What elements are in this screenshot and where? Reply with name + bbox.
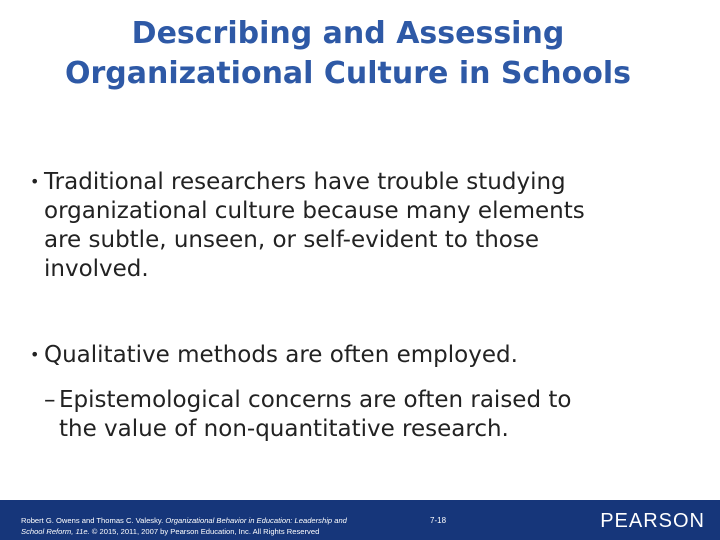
sub-bullet-line-2: the value of non-quantitative research. — [59, 416, 509, 442]
footer-bar — [0, 500, 720, 540]
title-line-1: Describing and Assessing — [131, 16, 565, 51]
bullet-1-line-2: organizational culture because many elements — [44, 198, 585, 224]
slide-title — [0, 14, 696, 94]
bullet-1-line-3: are subtle, unseen, or self-evident to those — [44, 227, 539, 253]
title-line-2: Organizational Culture in Schools — [64, 56, 632, 91]
page-number: 7-18 — [430, 516, 447, 525]
bullet-2-text: Qualitative methods are often employed. — [44, 342, 518, 368]
bullet-dot-icon: • — [30, 172, 40, 191]
sub-bullet-line-1: Epistemological concerns are often raised to — [59, 387, 572, 413]
bullet-1-line-1: Traditional researchers have trouble studying — [44, 169, 566, 195]
bullet-1-line-4: involved. — [44, 256, 149, 282]
credit-book-title: Organizational Behavior in Education: Leadership and — [165, 516, 347, 525]
footer-credit — [21, 515, 421, 537]
bullet-dot-icon: • — [30, 345, 40, 364]
credit-authors: Robert G. Owens and Thomas C. Valesky. — [21, 516, 164, 525]
sub-bullet-epistemological — [44, 386, 704, 444]
bullet-traditional-researchers — [30, 167, 702, 284]
dash-icon: – — [44, 387, 56, 413]
bullet-qualitative-methods — [30, 340, 702, 370]
credit-copyright: © 2015, 2011, 2007 by Pearson Education, Inc. All Rights Reserved — [91, 527, 320, 536]
pearson-logo: PEARSON — [600, 510, 705, 532]
credit-book-title-cont: School Reform, 11e. — [21, 527, 90, 536]
